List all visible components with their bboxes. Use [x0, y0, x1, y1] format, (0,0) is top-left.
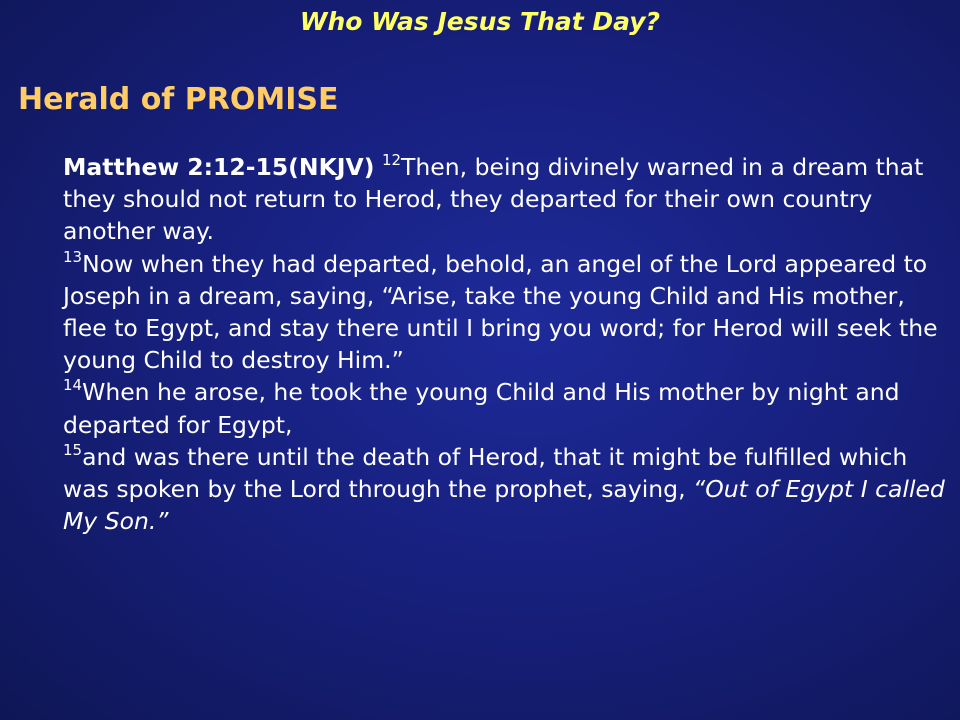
scripture-passage [63, 151, 953, 537]
verse-13 [63, 248, 953, 377]
verse-text-15: and was there until the death of Herod, that it might be fulfilled which was spoken by the Lord through the prophet, saying, [63, 442, 908, 504]
slide-title: Who Was Jesus That Day? [299, 7, 661, 36]
scripture-reference: Matthew 2:12-15(NKJV) [63, 153, 375, 181]
verse-quote-15: “Out of Egypt I called My Son.” [63, 475, 945, 536]
verse-text-13: Now when they had departed, behold, an angel of the Lord appeared to Joseph in a dream, saying, “Arise, take the young Child and His mother, flee to Egypt, and stay there until I bring you word; for Herod will seek the young Child to destroy Him.” [63, 249, 938, 375]
verse-text-12: Then, being divinely warned in a dream that they should not return to Herod, they departed for their own country another way. [63, 153, 924, 246]
verse-text-14: When he arose, he took the young Child and His mother by night and departed for Egypt, [63, 378, 900, 439]
verse-number-15: 15 [63, 440, 83, 459]
verse-number-12: 12 [381, 151, 402, 169]
verse-15 [63, 441, 953, 538]
verse-number-13: 13 [63, 247, 83, 266]
verse-number-14: 14 [63, 376, 83, 395]
section-heading: Herald of PROMISE [18, 82, 339, 117]
verse-12 [63, 151, 953, 248]
verse-14 [63, 376, 953, 440]
